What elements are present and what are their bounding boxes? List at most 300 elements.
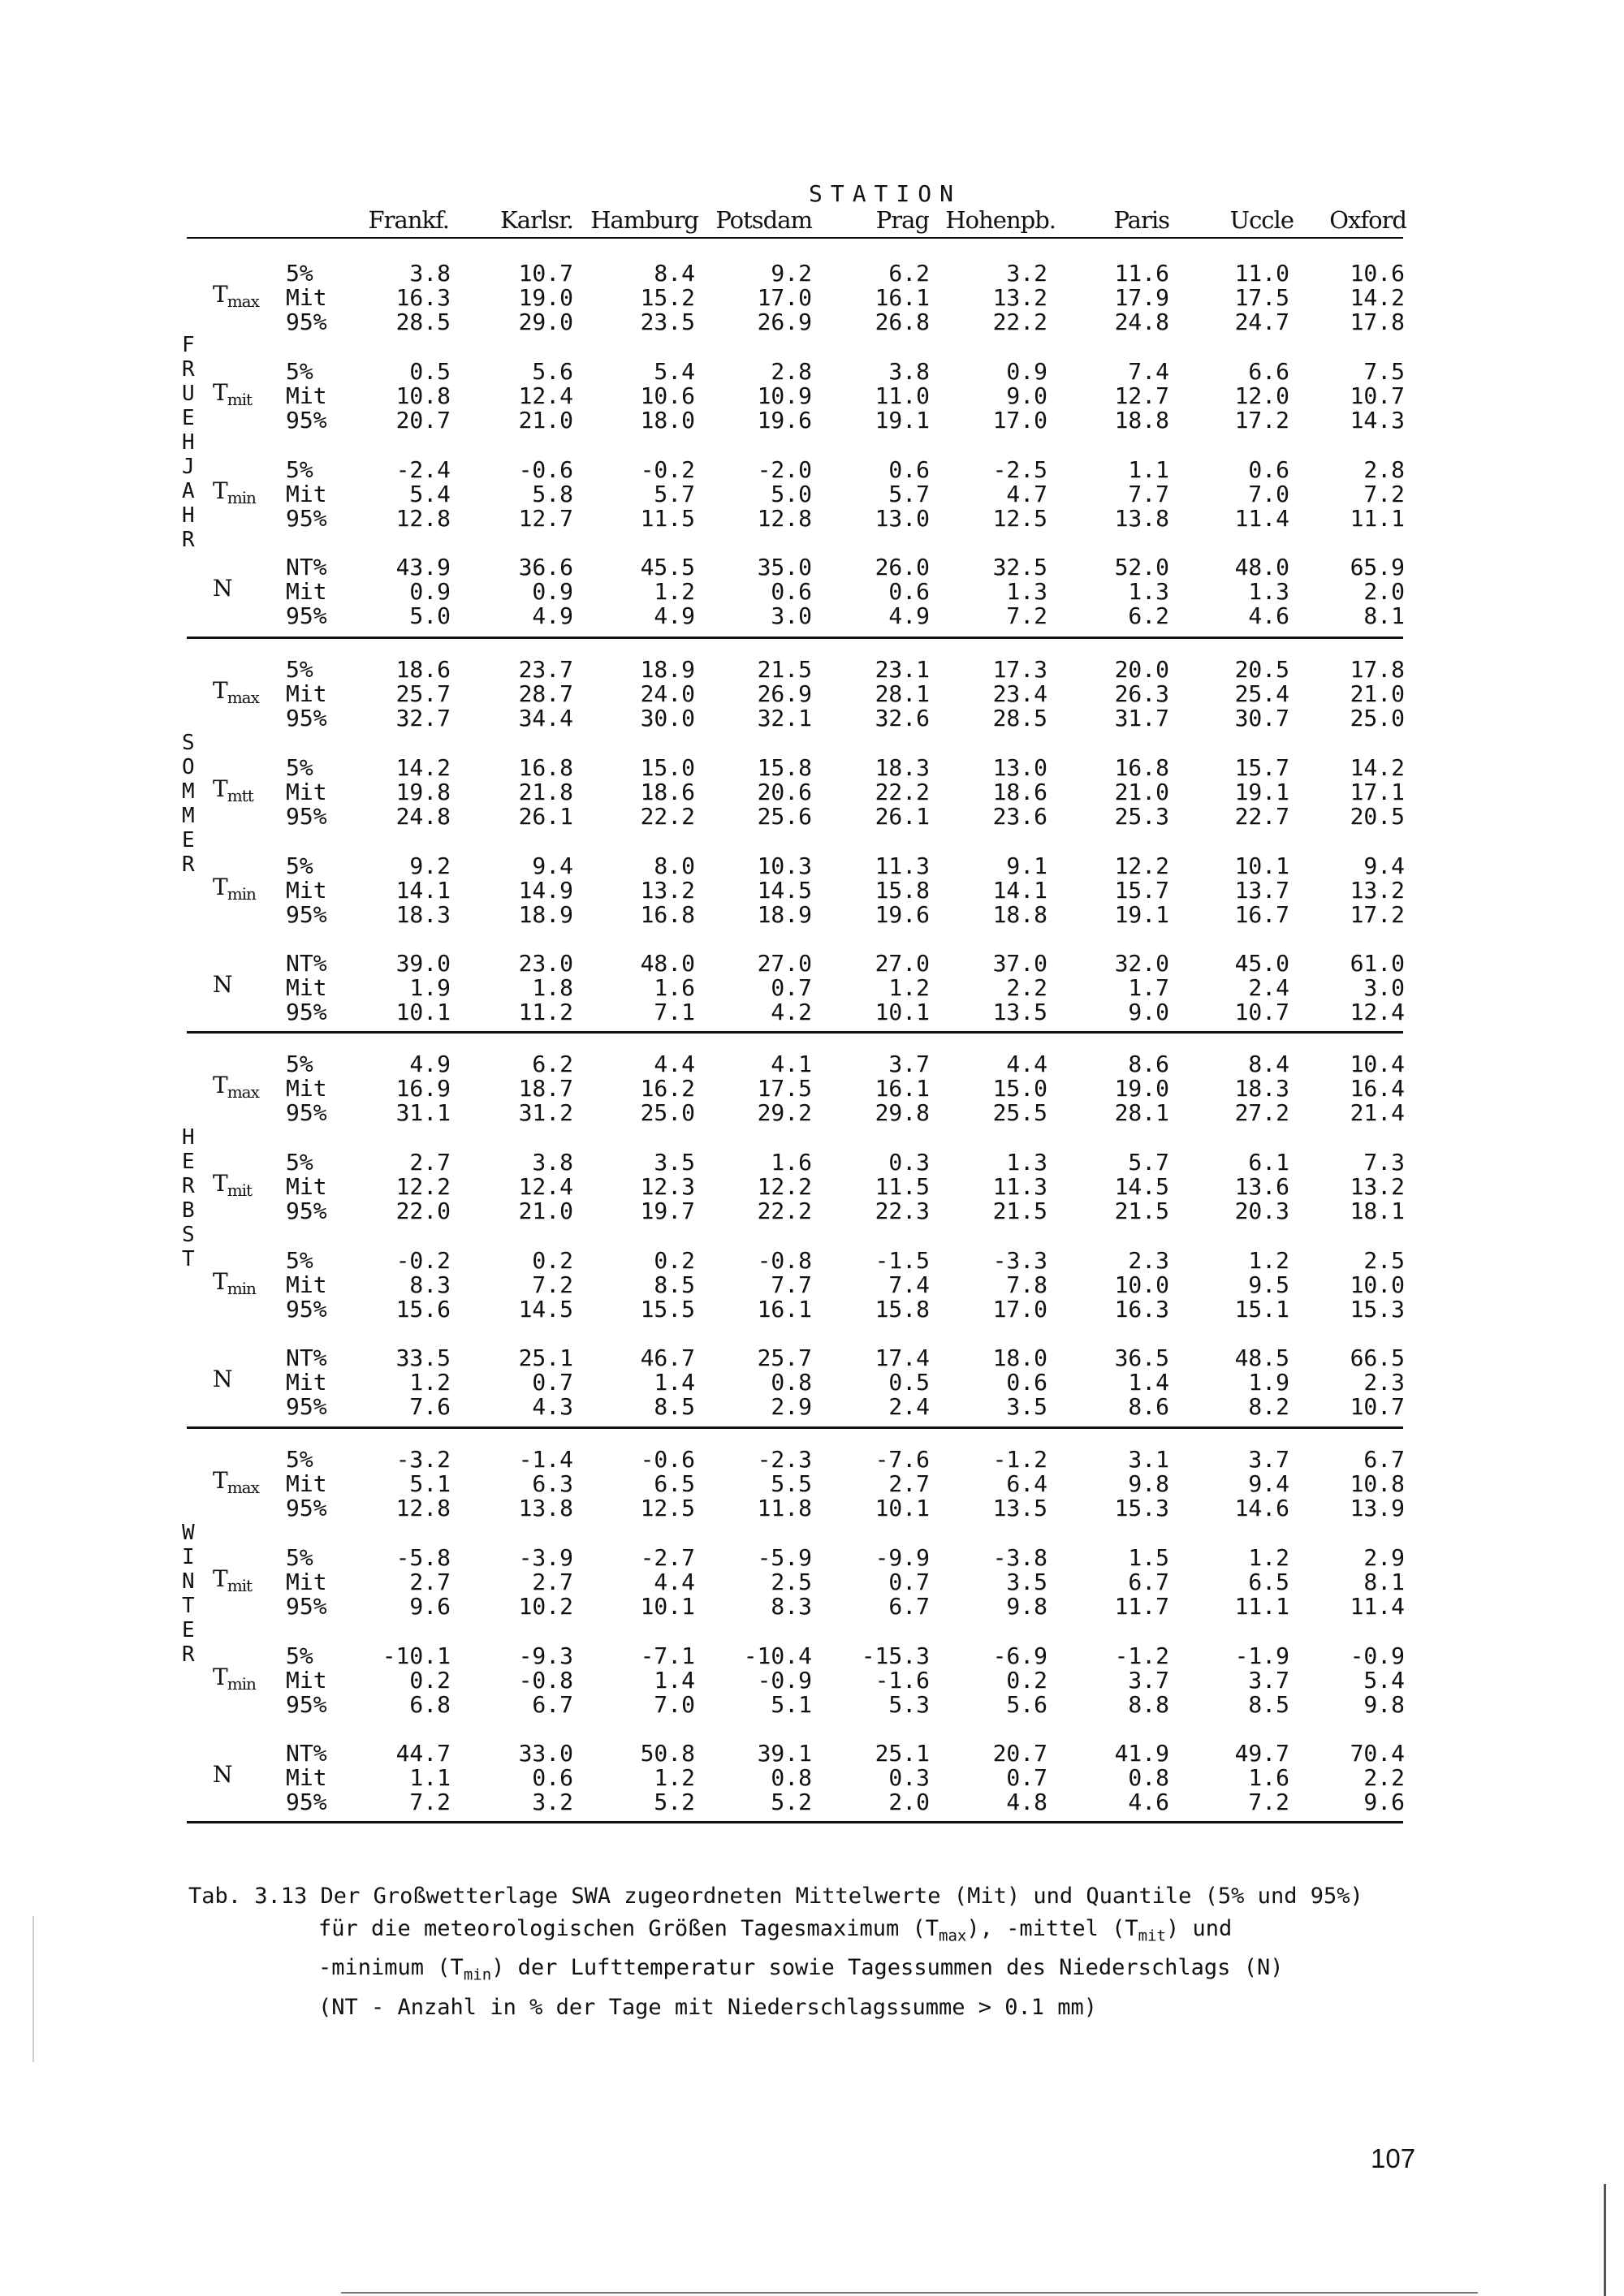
table-cell: 9.4 — [1363, 852, 1405, 879]
season-letter: N — [182, 1569, 195, 1594]
scan-bottom-edge — [341, 2292, 1478, 2294]
table-cell: 11.6 — [1114, 260, 1169, 287]
table-caption — [188, 1880, 1363, 2024]
table-cell: 13.8 — [518, 1495, 573, 1521]
table-cell: 32.1 — [757, 705, 812, 732]
table-cell: 21.5 — [992, 1198, 1047, 1224]
table-cell: 12.0 — [1234, 382, 1289, 409]
table-cell: 12.5 — [640, 1495, 695, 1521]
table-cell: 0.6 — [888, 456, 930, 483]
table-cell: 14.1 — [992, 877, 1047, 904]
table-cell: 7.8 — [1006, 1271, 1047, 1298]
table-cell: 11.1 — [1350, 505, 1405, 532]
table-cell: 10.7 — [1350, 382, 1405, 409]
table-cell: 12.8 — [395, 505, 451, 532]
table-cell: 45.0 — [1234, 950, 1289, 977]
table-cell: 3.0 — [771, 602, 812, 629]
table-cell: 22.3 — [875, 1198, 930, 1224]
table-cell: 6.6 — [1248, 358, 1289, 385]
table-cell: -5.8 — [395, 1544, 451, 1571]
table-cell: 9.2 — [409, 852, 451, 879]
table-cell: -1.2 — [992, 1446, 1047, 1473]
table-cell: 14.5 — [1114, 1173, 1169, 1200]
table-cell: 2.3 — [1363, 1369, 1405, 1396]
table-cell: 18.9 — [640, 656, 695, 683]
table-cell: 1.4 — [1128, 1369, 1169, 1396]
caption-line-4: (NT - Anzahl in % der Tage mit Niederschlagssumme > 0.1 mm) — [318, 1994, 1098, 2020]
table-cell: 10.6 — [1350, 260, 1405, 287]
table-cell: 34.4 — [518, 705, 573, 732]
table-cell: 11.1 — [1234, 1593, 1289, 1620]
table-cell: 15.0 — [640, 754, 695, 781]
table-cell: 15.5 — [640, 1296, 695, 1323]
table-cell: 13.0 — [992, 754, 1047, 781]
stat-label: 95% — [286, 1691, 327, 1718]
stat-label: Mit — [286, 680, 327, 707]
table-cell: 5.1 — [771, 1691, 812, 1718]
table-cell: 6.7 — [1363, 1446, 1405, 1473]
table-cell: 2.7 — [409, 1149, 451, 1176]
table-cell: 0.8 — [771, 1764, 812, 1791]
table-cell: 11.0 — [875, 382, 930, 409]
table-cell: 7.2 — [409, 1789, 451, 1815]
season-letter: S — [182, 1223, 195, 1247]
table-cell: 18.6 — [640, 779, 695, 805]
table-cell: 9.0 — [1006, 382, 1047, 409]
table-cell: 32.6 — [875, 705, 930, 732]
table-cell: 22.2 — [757, 1198, 812, 1224]
table-cell: 7.7 — [771, 1271, 812, 1298]
season-rule — [187, 637, 1403, 639]
table-cell: 4.9 — [888, 602, 930, 629]
column-header-frankf: Frankf. — [368, 206, 449, 234]
season-letter: I — [182, 1545, 195, 1569]
table-cell: 2.0 — [888, 1789, 930, 1815]
table-cell: 16.4 — [1350, 1075, 1405, 1102]
table-cell: 3.5 — [1006, 1569, 1047, 1595]
stat-label: 5% — [286, 1642, 313, 1669]
caption-line-2: für die meteorologischen Größen Tagesmaximum $(T_{max})$, -mittel $(T_{mit})$ und — [318, 1916, 1233, 1945]
table-cell: -2.0 — [757, 456, 812, 483]
table-cell: 6.2 — [888, 260, 930, 287]
season-letter: A — [182, 479, 195, 503]
table-cell: 18.7 — [518, 1075, 573, 1102]
table-cell: 19.6 — [875, 901, 930, 928]
table-cell: -2.5 — [992, 456, 1047, 483]
table-cell: 5.8 — [532, 481, 573, 507]
table-cell: 3.0 — [1363, 974, 1405, 1001]
table-cell: 11.5 — [875, 1173, 930, 1200]
table-cell: 28.7 — [518, 680, 573, 707]
table-cell: 41.9 — [1114, 1740, 1169, 1767]
table-cell: 0.9 — [532, 578, 573, 605]
table-cell: 0.2 — [532, 1247, 573, 1274]
table-cell: 10.1 — [875, 1495, 930, 1521]
table-cell: 0.9 — [1006, 358, 1047, 385]
season-letter: R — [182, 852, 195, 877]
table-cell: 3.5 — [654, 1149, 695, 1176]
table-cell: 3.7 — [1128, 1667, 1169, 1694]
table-cell: -7.6 — [875, 1446, 930, 1473]
table-cell: 32.7 — [395, 705, 451, 732]
table-cell: 0.6 — [532, 1764, 573, 1791]
table-cell: 14.9 — [518, 877, 573, 904]
table-cell: 1.6 — [771, 1149, 812, 1176]
table-cell: 10.8 — [395, 382, 451, 409]
column-header-prag: Prag — [875, 206, 929, 234]
stat-label: 5% — [286, 656, 313, 683]
table-cell: 0.2 — [1006, 1667, 1047, 1694]
table-cell: 21.4 — [1350, 1099, 1405, 1126]
stat-label: 95% — [286, 1495, 327, 1521]
table-cell: 27.0 — [757, 950, 812, 977]
stat-label: NT% — [286, 950, 327, 977]
table-cell: 22.0 — [395, 1198, 451, 1224]
table-cell: 10.7 — [518, 260, 573, 287]
table-cell: 13.6 — [1234, 1173, 1289, 1200]
table-cell: 15.2 — [640, 284, 695, 311]
column-header-paris: Paris — [1113, 206, 1169, 234]
table-cell: 12.2 — [395, 1173, 451, 1200]
variable-label: $T_{min}$ — [213, 1664, 256, 1694]
table-cell: 22.7 — [1234, 803, 1289, 830]
table-cell: 14.5 — [757, 877, 812, 904]
table-cell: 36.5 — [1114, 1344, 1169, 1371]
table-cell: 19.6 — [757, 407, 812, 434]
stat-label: NT% — [286, 1740, 327, 1767]
stat-label: 5% — [286, 358, 313, 385]
table-cell: 16.7 — [1234, 901, 1289, 928]
table-cell: 9.4 — [532, 852, 573, 879]
table-cell: 0.8 — [771, 1369, 812, 1396]
stat-label: Mit — [286, 382, 327, 409]
table-cell: 35.0 — [757, 554, 812, 580]
table-cell: 10.3 — [757, 852, 812, 879]
table-cell: 0.7 — [888, 1569, 930, 1595]
table-cell: 1.2 — [409, 1369, 451, 1396]
table-cell: 23.0 — [518, 950, 573, 977]
table-cell: 2.5 — [1363, 1247, 1405, 1274]
stat-label: 95% — [286, 1393, 327, 1420]
table-cell: 16.2 — [640, 1075, 695, 1102]
table-cell: 14.1 — [395, 877, 451, 904]
table-cell: 12.4 — [1350, 999, 1405, 1025]
table-cell: 20.7 — [395, 407, 451, 434]
table-cell: -0.2 — [640, 456, 695, 483]
table-cell: 25.5 — [992, 1099, 1047, 1126]
table-cell: 24.8 — [1114, 309, 1169, 335]
table-cell: 22.2 — [992, 309, 1047, 335]
table-cell: 22.2 — [640, 803, 695, 830]
table-cell: 2.2 — [1363, 1764, 1405, 1791]
table-cell: 6.7 — [532, 1691, 573, 1718]
variable-label: N — [213, 1761, 232, 1788]
table-cell: 6.3 — [532, 1470, 573, 1497]
table-cell: 26.3 — [1114, 680, 1169, 707]
table-cell: 10.1 — [640, 1593, 695, 1620]
table-cell: 23.1 — [875, 656, 930, 683]
table-cell: 29.2 — [757, 1099, 812, 1126]
season-letter: E — [182, 1618, 195, 1642]
table-cell: 3.8 — [532, 1149, 573, 1176]
table-cell: 14.2 — [1350, 754, 1405, 781]
table-cell: 18.9 — [518, 901, 573, 928]
table-cell: -10.1 — [382, 1642, 451, 1669]
table-cell: 17.2 — [1350, 901, 1405, 928]
table-cell: 11.0 — [1234, 260, 1289, 287]
table-cell: 14.3 — [1350, 407, 1405, 434]
table-cell: 12.2 — [1114, 852, 1169, 879]
table-cell: 5.7 — [1128, 1149, 1169, 1176]
season-letter: R — [182, 528, 195, 552]
table-cell: -2.7 — [640, 1544, 695, 1571]
table-cell: 15.8 — [757, 754, 812, 781]
season-letter: F — [182, 333, 195, 357]
season-rule — [187, 1031, 1403, 1034]
table-cell: 6.2 — [1128, 602, 1169, 629]
stat-label: 5% — [286, 260, 313, 287]
stat-label: 95% — [286, 1198, 327, 1224]
table-cell: 2.7 — [409, 1569, 451, 1595]
table-bottom-rule — [187, 1821, 1403, 1823]
table-cell: 1.8 — [532, 974, 573, 1001]
table-cell: 18.3 — [875, 754, 930, 781]
table-cell: 26.9 — [757, 309, 812, 335]
table-cell: 2.0 — [1363, 578, 1405, 605]
table-cell: 13.9 — [1350, 1495, 1405, 1521]
table-cell: -0.9 — [757, 1667, 812, 1694]
table-cell: 21.0 — [518, 407, 573, 434]
table-cell: 25.3 — [1114, 803, 1169, 830]
table-cell: 6.1 — [1248, 1149, 1289, 1176]
table-cell: 7.7 — [1128, 481, 1169, 507]
station-heading: STATION — [808, 180, 961, 207]
table-cell: 4.9 — [409, 1051, 451, 1077]
table-cell: 4.6 — [1128, 1789, 1169, 1815]
table-cell: 4.4 — [654, 1569, 695, 1595]
season-letter: H — [182, 430, 195, 455]
table-cell: 4.7 — [1006, 481, 1047, 507]
season-letter: S — [182, 731, 195, 755]
table-cell: 7.2 — [532, 1271, 573, 1298]
table-cell: 33.0 — [518, 1740, 573, 1767]
stat-label: Mit — [286, 481, 327, 507]
table-cell: -1.5 — [875, 1247, 930, 1274]
column-header-hohenpb: Hohenpb. — [945, 206, 1056, 234]
table-cell: 13.2 — [992, 284, 1047, 311]
stat-label: Mit — [286, 779, 327, 805]
table-cell: 5.1 — [409, 1470, 451, 1497]
table-cell: 50.8 — [640, 1740, 695, 1767]
stat-label: Mit — [286, 1667, 327, 1694]
table-cell: 18.1 — [1350, 1198, 1405, 1224]
table-cell: 1.2 — [888, 974, 930, 1001]
column-header-karlsr: Karlsr. — [500, 206, 573, 234]
stat-label: Mit — [286, 1470, 327, 1497]
table-cell: 16.1 — [875, 284, 930, 311]
table-cell: 18.6 — [992, 779, 1047, 805]
table-cell: 33.5 — [395, 1344, 451, 1371]
table-cell: 1.7 — [1128, 974, 1169, 1001]
column-header-oxford: Oxford — [1329, 206, 1406, 234]
table-cell: 7.2 — [1363, 481, 1405, 507]
table-cell: 26.1 — [875, 803, 930, 830]
stat-label: 5% — [286, 1149, 313, 1176]
table-cell: 15.8 — [875, 1296, 930, 1323]
table-cell: 2.9 — [1363, 1544, 1405, 1571]
table-cell: 9.4 — [1248, 1470, 1289, 1497]
variable-label: N — [213, 1366, 232, 1392]
caption-line-3: -minimum $(T_{min})$ der Lufttemperatur sowie Tagessummen des Niederschlags (N) — [318, 1955, 1284, 1984]
table-cell: 0.5 — [409, 358, 451, 385]
stat-label: Mit — [286, 877, 327, 904]
table-cell: 36.6 — [518, 554, 573, 580]
stat-label: Mit — [286, 1764, 327, 1791]
table-cell: 61.0 — [1350, 950, 1405, 977]
table-cell: 14.2 — [395, 754, 451, 781]
table-cell: 4.1 — [771, 1051, 812, 1077]
table-cell: 4.3 — [532, 1393, 573, 1420]
table-cell: 11.4 — [1234, 505, 1289, 532]
table-cell: 8.5 — [654, 1393, 695, 1420]
stat-label: 95% — [286, 505, 327, 532]
table-cell: 25.1 — [518, 1344, 573, 1371]
table-cell: 11.8 — [757, 1495, 812, 1521]
table-cell: 17.5 — [1234, 284, 1289, 311]
table-cell: 3.8 — [409, 260, 451, 287]
table-cell: 16.3 — [1114, 1296, 1169, 1323]
table-cell: 10.8 — [1350, 1470, 1405, 1497]
table-cell: 70.4 — [1350, 1740, 1405, 1767]
table-cell: 13.0 — [875, 505, 930, 532]
stat-label: 95% — [286, 999, 327, 1025]
table-cell: 8.6 — [1128, 1051, 1169, 1077]
table-cell: 7.2 — [1248, 1789, 1289, 1815]
page-number: 107 — [1371, 2143, 1416, 2173]
table-cell: 15.7 — [1234, 754, 1289, 781]
variable-label: $T_{mtt}$ — [213, 775, 253, 805]
table-cell: 15.6 — [395, 1296, 451, 1323]
variable-label: $T_{max}$ — [213, 1072, 259, 1102]
table-cell: -3.3 — [992, 1247, 1047, 1274]
table-cell: -0.6 — [640, 1446, 695, 1473]
season-letter: R — [182, 1642, 195, 1667]
table-cell: 0.2 — [654, 1247, 695, 1274]
table-cell: 26.9 — [757, 680, 812, 707]
table-cell: 12.2 — [757, 1173, 812, 1200]
variable-label: $T_{mit}$ — [213, 1170, 253, 1200]
table-cell: 20.5 — [1350, 803, 1405, 830]
table-cell: 7.6 — [409, 1393, 451, 1420]
table-cell: 12.8 — [757, 505, 812, 532]
stat-label: Mit — [286, 578, 327, 605]
table-cell: 1.2 — [654, 578, 695, 605]
table-cell: 0.7 — [532, 1369, 573, 1396]
table-cell: 52.0 — [1114, 554, 1169, 580]
table-cell: 24.7 — [1234, 309, 1289, 335]
column-header-uccle: Uccle — [1229, 206, 1294, 234]
stat-label: Mit — [286, 1271, 327, 1298]
stat-label: 5% — [286, 754, 313, 781]
table-cell: 19.1 — [1234, 779, 1289, 805]
table-cell: 12.7 — [1114, 382, 1169, 409]
table-cell: 10.1 — [1234, 852, 1289, 879]
table-cell: 0.2 — [409, 1667, 451, 1694]
table-cell: 65.9 — [1350, 554, 1405, 580]
table-cell: 17.8 — [1350, 656, 1405, 683]
table-cell: 18.8 — [1114, 407, 1169, 434]
table-cell: 15.7 — [1114, 877, 1169, 904]
table-cell: 5.3 — [888, 1691, 930, 1718]
table-cell: 13.2 — [1350, 1173, 1405, 1200]
table-cell: 17.0 — [992, 407, 1047, 434]
table-cell: 5.2 — [771, 1789, 812, 1815]
table-cell: 12.7 — [518, 505, 573, 532]
variable-label: $T_{max}$ — [213, 677, 259, 707]
table-cell: 28.5 — [992, 705, 1047, 732]
table-cell: 11.3 — [875, 852, 930, 879]
table-cell: 7.5 — [1363, 358, 1405, 385]
table-cell: 24.0 — [640, 680, 695, 707]
table-cell: 5.7 — [888, 481, 930, 507]
table-cell: 13.2 — [1350, 877, 1405, 904]
table-cell: 4.2 — [771, 999, 812, 1025]
table-cell: 7.0 — [1248, 481, 1289, 507]
table-cell: 11.5 — [640, 505, 695, 532]
table-cell: 26.8 — [875, 309, 930, 335]
table-cell: 1.2 — [654, 1764, 695, 1791]
table-cell: 7.2 — [1006, 602, 1047, 629]
table-cell: 3.2 — [1006, 260, 1047, 287]
table-cell: 22.2 — [875, 779, 930, 805]
table-cell: 46.7 — [640, 1344, 695, 1371]
table-cell: -9.3 — [518, 1642, 573, 1669]
table-cell: 13.5 — [992, 1495, 1047, 1521]
table-cell: 1.2 — [1248, 1544, 1289, 1571]
table-cell: 20.5 — [1234, 656, 1289, 683]
table-cell: 26.0 — [875, 554, 930, 580]
table-cell: 16.8 — [518, 754, 573, 781]
table-cell: 15.3 — [1114, 1495, 1169, 1521]
table-cell: 39.1 — [757, 1740, 812, 1767]
table-cell: 28.5 — [395, 309, 451, 335]
table-cell: 0.7 — [1006, 1764, 1047, 1791]
table-cell: 18.3 — [1234, 1075, 1289, 1102]
table-cell: 8.3 — [771, 1593, 812, 1620]
table-cell: 8.4 — [1248, 1051, 1289, 1077]
table-cell: 25.4 — [1234, 680, 1289, 707]
table-cell: 48.5 — [1234, 1344, 1289, 1371]
table-cell: 15.8 — [875, 877, 930, 904]
table-cell: 13.2 — [640, 877, 695, 904]
season-letter: J — [182, 455, 195, 479]
table-cell: -0.9 — [1350, 1642, 1405, 1669]
table-cell: 7.0 — [654, 1691, 695, 1718]
table-cell: -3.2 — [395, 1446, 451, 1473]
table-cell: 9.8 — [1128, 1470, 1169, 1497]
table-cell: 5.6 — [532, 358, 573, 385]
table-cell: -3.9 — [518, 1544, 573, 1571]
table-cell: 8.3 — [409, 1271, 451, 1298]
table-cell: 10.0 — [1350, 1271, 1405, 1298]
stat-label: 95% — [286, 1296, 327, 1323]
stat-label: 5% — [286, 1446, 313, 1473]
season-letter: M — [182, 804, 195, 828]
table-cell: 18.9 — [757, 901, 812, 928]
table-cell: 5.0 — [409, 602, 451, 629]
table-cell: 2.7 — [532, 1569, 573, 1595]
table-cell: 10.6 — [640, 382, 695, 409]
